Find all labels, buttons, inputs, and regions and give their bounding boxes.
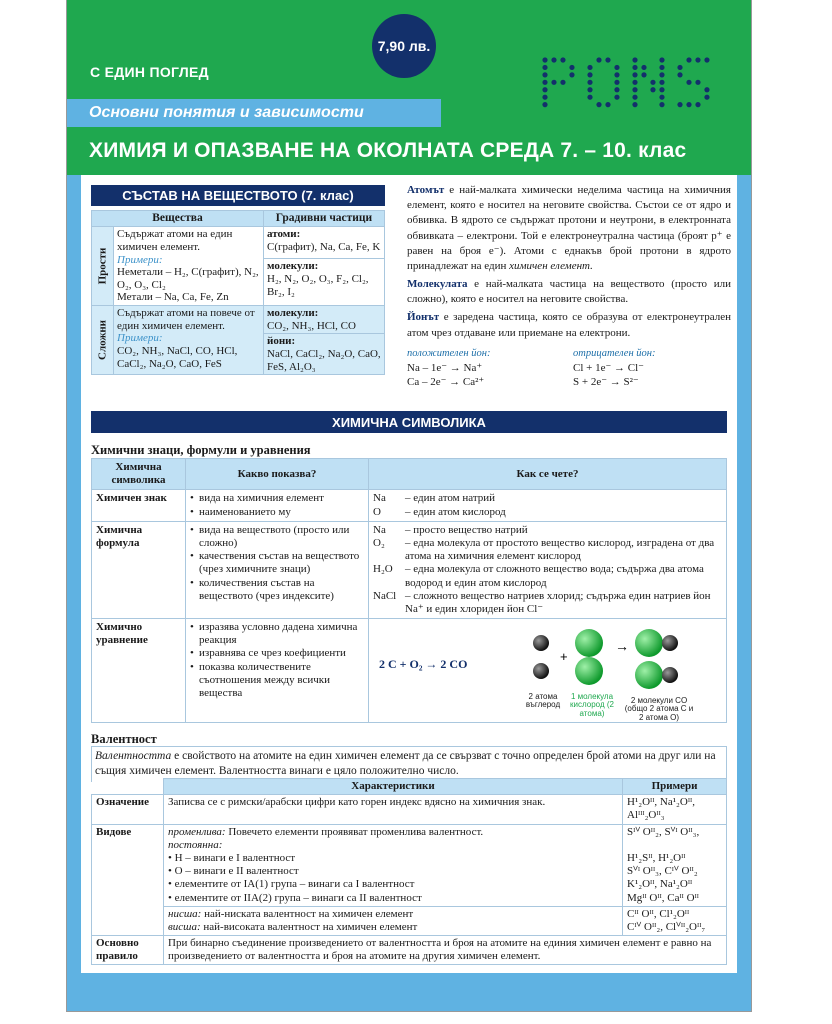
types-examples: Sᴵⱽ Oᴵᴵ₂, Sⱽᴵ Oᴵᴵ₃, H¹₂Sᴵᴵ, H¹₂Oᴵᴵ Sⱽᴵ Oᴵᴵ₃, Cᴵⱽ Oᴵᴵ₂ K¹₂Oᴵᴵ, Na¹₂Oᴵᴵ Mgᴵᴵ Oᴵᴵ, Caᴵᴵ Oᴵᴵ	[623, 824, 727, 906]
valence-heading: Валентност	[91, 732, 157, 746]
col-shows: Какво показва?	[186, 459, 369, 490]
logo-dot	[695, 57, 700, 62]
col-substances: Вещества	[92, 211, 264, 227]
carbon-atom	[533, 663, 549, 679]
logo-dot	[587, 87, 592, 92]
logo-dot	[632, 102, 637, 107]
logo-dot	[659, 87, 664, 92]
logo-dot	[659, 57, 664, 62]
logo-dot	[632, 80, 637, 85]
cheat-sheet	[66, 0, 752, 1012]
arrow: →	[615, 638, 629, 655]
table-row	[92, 306, 385, 334]
subtitle-bar: Основни понятия и зависимости	[67, 99, 441, 127]
logo-dot	[587, 95, 592, 100]
negative-ions: отрицателен йон: Cl + 1e⁻ → Cl⁻ S + 2e⁻ → S²⁻	[573, 348, 656, 388]
logo-dot	[677, 102, 682, 107]
oxygen-atom	[575, 657, 603, 685]
table-row	[92, 795, 727, 824]
logo-dot	[686, 57, 691, 62]
carbon-atom	[662, 635, 678, 651]
complex-description: Съдържат атоми на повече от един химичен елемент. Примери: CO₂, NH₃, NaCl, CO, HCl, CaCl₂, Na₂O, CaO, FeS	[114, 306, 264, 375]
col-symbolism: Химична символика	[92, 459, 186, 490]
molecule-diagram	[519, 625, 719, 695]
composition-heading: СЪСТАВ НА ВЕЩЕСТВОТО (7. клас)	[91, 185, 385, 206]
logo-dot	[587, 65, 592, 70]
carbon-atom	[662, 667, 678, 683]
notation-text: Записва се с римски/арабски цифри като горен индекс вдясно на химичния знак.	[164, 795, 623, 824]
logo-dot	[560, 57, 565, 62]
logo-dot	[686, 102, 691, 107]
simple-atoms: атоми: C(графит), Na, Ca, Fe, K	[264, 227, 385, 259]
logo-dot	[605, 102, 610, 107]
logo-dot	[569, 65, 574, 70]
logo-dot	[614, 95, 619, 100]
col-particles: Градивни частици	[264, 211, 385, 227]
oxygen-atom	[575, 629, 603, 657]
notation-label: Означение	[92, 795, 164, 824]
logo-dot	[677, 65, 682, 70]
notation-example: H¹₂Oᴵᴵ, Na¹₂Oᴵᴵ, Alᴵᴵᴵ₂Oᴵᴵ₃	[623, 795, 727, 824]
oxygen-atom	[635, 629, 663, 657]
logo-dot	[542, 102, 547, 107]
logo-dot	[704, 95, 709, 100]
col-reads: Как се чете?	[369, 459, 727, 490]
logo-dot	[704, 57, 709, 62]
carbon-atom	[533, 635, 549, 651]
definitions	[407, 183, 731, 344]
equation-illustration	[369, 619, 727, 723]
col-characteristics: Характеристики	[164, 779, 623, 795]
formula-shows: • вида на веществото (просто или сложно) • качествения състав на веществото (чрез химичните знаци) • количествения състав на веществото (чрез индексите)	[186, 521, 369, 618]
logo-dot	[659, 65, 664, 70]
oxygen-atom	[635, 661, 663, 689]
logo-dot	[614, 87, 619, 92]
logo-dot	[542, 87, 547, 92]
caption-oxygen: 1 молекула кислород (2 атома)	[570, 692, 614, 718]
table-row	[92, 619, 727, 723]
logo-dot	[659, 80, 664, 85]
complex-ions: йони: NaCl, CaCl₂, Na₂O, CaO, FeS, Al₂O₃	[264, 334, 385, 375]
caption-co: 2 молекули CO (общо 2 атома C и 2 атома O)	[624, 696, 694, 722]
logo-dot	[659, 72, 664, 77]
logo-dot	[650, 87, 655, 92]
sign-label: Химичен знак	[92, 490, 186, 521]
table-row	[92, 824, 727, 906]
rule-text: При бинарно съединение произведението от валентността и броя на атомите на единия химичен елемент е равно на произведението от валентността и броя на атомите на другия химичен елемент.	[164, 936, 727, 965]
plus-sign: +	[560, 649, 568, 665]
content-panel	[81, 175, 737, 973]
caption-carbon: 2 атома въглерод	[525, 692, 561, 710]
positive-ions: положителен йон: Na – 1e⁻ → Na⁺ Ca – 2e⁻ → Ca²⁺	[407, 348, 491, 388]
logo-dot	[551, 80, 556, 85]
composition-table	[91, 210, 385, 375]
logo-dot	[614, 72, 619, 77]
logo-dot	[677, 72, 682, 77]
logo-dot	[614, 65, 619, 70]
equation-label: Химично уравнение	[92, 619, 186, 723]
logo-dot	[614, 80, 619, 85]
logo-dot	[632, 72, 637, 77]
types-label: Видове	[92, 824, 164, 936]
symbolism-table	[91, 458, 727, 723]
atom-definition: Атомът е най-малката химически неделима частица на химичния елемент, която е носител на неговите свойства. Състои се от ядро и обвивка. В ядрото се съдържат протони и неутрони, в електронната обвивката – електрони. Той е електронеутрална частица (броят p⁺ е равен на броя e⁻). Атоми с еднакъв брой протони в ядрото принадлежат на един химичен елемент.	[407, 184, 731, 272]
logo-dot	[542, 65, 547, 70]
simple-description: Съдържат атоми на един химичен елемент. Примери: Неметали – H₂, C(графит), N₂, O₂, O₃, Cl₂ Метали – Na, Ca, Fe, Zn	[114, 227, 264, 306]
types-list: променлива: Повечето елементи проявяват променлива валентност. постоянна: • H – винаги е I валентност • O – винаги е II валентност • елементите от IA(1) група – винаги са I валентност • елементите от IIA(2) група – винаги са II валентност	[164, 824, 623, 906]
logo-dot	[650, 80, 655, 85]
logo-dot	[704, 87, 709, 92]
col-examples: Примери	[623, 779, 727, 795]
row-label-simple: Прости	[92, 227, 114, 306]
pons-logo	[537, 52, 727, 112]
equation-formula: 2 C + O₂ → 2 CO	[379, 657, 468, 672]
logo-dot	[641, 72, 646, 77]
logo-dot	[542, 57, 547, 62]
valence-table	[91, 778, 727, 965]
equation-shows: • изразява условно дадена химична реакция • изравнява се чрез коефициенти • показва количествените съотношения между всички вещества	[186, 619, 369, 723]
table-row	[92, 227, 385, 259]
logo-dot	[596, 102, 601, 107]
ion-definition: Йонът е заредена частица, която се образува от електронеутрален атом чрез отдаване или приемане на електрони.	[407, 311, 731, 339]
molecule-definition: Молекулата е най-малката частица на веществото (просто или сложно), която е носител на неговите свойства.	[407, 278, 731, 306]
symbolism-subheading: Химични знаци, формули и уравнения	[91, 443, 311, 457]
sign-shows: • вида на химичния елемент • наименованието му	[186, 490, 369, 521]
rule-label: Основно правило	[92, 936, 164, 965]
series-label: С ЕДИН ПОГЛЕД	[90, 64, 209, 80]
extremes-list: нисша: най-ниската валентност на химичен елемент висша: най-високата валентност на химичен елемент	[164, 906, 623, 935]
logo-dot	[632, 65, 637, 70]
logo-dot	[560, 80, 565, 85]
simple-molecules: молекули: H₂, N₂, O₂, O₃, F₂, Cl₂, Br₂, I₂	[264, 259, 385, 306]
logo-dot	[695, 80, 700, 85]
logo-dot	[632, 87, 637, 92]
formula-reads: Na – просто вещество натрий O₂ – една молекула от простото вещество кислород, изградена от два атома на химичния елемент кислород H₂O – една молекула от сложното вещество вода; съдържа два атома водород и един атом кислород NaCl – сложното вещество натриев хлорид; съдържа един натриев йон Na⁺ и един хлориден йон Cl⁻	[369, 521, 727, 618]
logo-dot	[686, 80, 691, 85]
row-label-complex: Сложни	[92, 306, 114, 375]
page-title: ХИМИЯ И ОПАЗВАНЕ НА ОКОЛНАТА СРЕДА 7. – 10. клас	[89, 139, 687, 162]
logo-dot	[569, 72, 574, 77]
table-row	[92, 936, 727, 965]
logo-dot	[632, 95, 637, 100]
logo-dot	[632, 57, 637, 62]
symbolism-heading: ХИМИЧНА СИМВОЛИКА	[91, 411, 727, 433]
table-row	[92, 490, 727, 521]
logo-dot	[587, 72, 592, 77]
table-row	[92, 906, 727, 935]
valence-definition: Валентността е свойството на атомите на един химичен елемент да се свързват с точно определен брой атоми на друг или на същия химичен елемент. Валентността винаги е цяло положително число.	[91, 746, 727, 782]
logo-dot	[659, 95, 664, 100]
table-row	[92, 521, 727, 618]
formula-label: Химична формула	[92, 521, 186, 618]
logo-dot	[587, 80, 592, 85]
logo-dot	[542, 80, 547, 85]
logo-dot	[596, 57, 601, 62]
logo-dot	[542, 72, 547, 77]
logo-dot	[551, 57, 556, 62]
sign-reads: Na – един атом натрий O – един атом кислород	[369, 490, 727, 521]
complex-molecules: молекули: CO₂, NH₃, HCl, CO	[264, 306, 385, 334]
logo-dot	[641, 65, 646, 70]
logo-dot	[542, 95, 547, 100]
logo-dot	[605, 57, 610, 62]
logo-dot	[659, 102, 664, 107]
logo-dot	[695, 102, 700, 107]
extremes-examples: Cᴵᴵ Oᴵᴵ, Cl¹₂Oᴵᴵ Cᴵⱽ Oᴵᴵ₂, Clⱽᴵᴵ₂Oᴵᴵ₇	[623, 906, 727, 935]
price-badge: 7,90 лв.	[372, 14, 436, 78]
